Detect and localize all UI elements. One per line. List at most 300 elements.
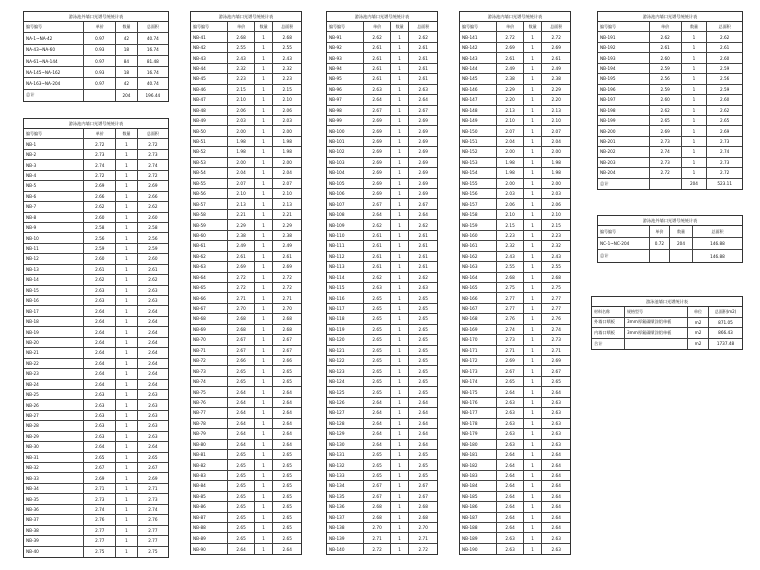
- column-header: 总面积: [417, 23, 430, 29]
- table-cell: 2.63: [551, 431, 561, 437]
- table-cell: NB-24: [24, 380, 84, 389]
- table-row: [327, 74, 437, 84]
- table-row: [598, 32, 742, 42]
- table-cell: NB-54: [191, 168, 228, 177]
- table-cell: 1: [116, 473, 138, 482]
- table-cell: 2.69: [497, 43, 523, 52]
- table-row: [460, 450, 570, 460]
- table-row: [24, 78, 168, 89]
- table-row: [460, 158, 570, 168]
- table-cell: 2.56: [720, 76, 730, 82]
- table-cell: 2.63: [148, 423, 158, 429]
- table-cell: 1.98: [228, 147, 254, 156]
- table-cell: 1: [255, 168, 274, 177]
- table-row: [327, 544, 437, 554]
- table-cell: NB-11: [24, 244, 84, 253]
- table-cell: 2.65: [364, 377, 390, 386]
- table-cell: NB-148: [460, 106, 497, 115]
- table-cell: 2.03: [228, 116, 254, 125]
- table-cell: 1: [116, 348, 138, 357]
- table-cell: 2.72: [497, 32, 523, 41]
- table-cell: NB-4: [24, 171, 84, 180]
- table-cell: NB-1: [24, 139, 84, 148]
- table-cell: NB-107: [327, 199, 364, 208]
- table-cell: 2.64: [497, 513, 523, 522]
- table-cell: 2.64: [497, 492, 523, 501]
- table-cell: 1: [391, 241, 410, 250]
- table-cell: 2.60: [148, 256, 158, 262]
- table-cell: NB-17: [24, 306, 84, 315]
- table-cell: 1: [391, 293, 410, 302]
- table-cell: NB-42: [191, 43, 228, 52]
- table-cell: NB-190: [460, 544, 497, 554]
- table-cell: NB-139: [327, 533, 364, 542]
- table-cell: 1: [116, 536, 138, 545]
- table-cell: 2.65: [148, 454, 158, 460]
- table-cell: 1: [116, 265, 138, 274]
- table-cell: NB-100: [327, 126, 364, 135]
- table-cell: 1: [255, 450, 274, 459]
- table-cell: 2.64: [418, 441, 428, 447]
- table-cell: 2.63: [84, 296, 116, 305]
- table-cell: 1: [255, 262, 274, 271]
- table-cell: 1: [391, 450, 410, 459]
- outer-panel-summary-table: [23, 11, 169, 102]
- table-cell: 1: [255, 64, 274, 73]
- table-cell: 1: [524, 85, 543, 94]
- table-cell: 2.76: [84, 515, 116, 524]
- table-cell: 2.23: [228, 74, 254, 83]
- column-header: 数量: [116, 22, 138, 32]
- table-cell: 18: [116, 45, 138, 55]
- table-cell: 1: [116, 526, 138, 535]
- table-cell: 1: [116, 442, 138, 451]
- table-cell: 1: [524, 43, 543, 52]
- table-cell: 2.66: [84, 192, 116, 201]
- table-cell: NB-120: [327, 335, 364, 344]
- table-cell: 204: [670, 238, 693, 249]
- table-cell: 2.72: [282, 274, 292, 280]
- table-cell: 2.00: [551, 180, 561, 186]
- table-cell: NB-76: [191, 398, 228, 407]
- table-cell: 1: [255, 116, 274, 125]
- table-cell: 2.69: [418, 149, 428, 155]
- table-row: [191, 356, 301, 366]
- table-cell: NB-9: [24, 223, 84, 232]
- table-cell: 40.74: [146, 81, 159, 87]
- table-cell: NB-166: [460, 293, 497, 302]
- table-cell: NB-193: [598, 53, 650, 62]
- table-cell: 1: [682, 168, 708, 177]
- table-cell: 2.70: [364, 523, 390, 532]
- table-row: [24, 265, 168, 275]
- table-cell: 1.98: [551, 170, 561, 176]
- table-cell: 2.63: [84, 411, 116, 420]
- table-row: [24, 442, 168, 452]
- table-row: [191, 471, 301, 481]
- table-cell: 2.68: [228, 325, 254, 334]
- table-row: [460, 74, 570, 84]
- table-cell: 1: [524, 64, 543, 73]
- table-cell: NB-77: [191, 408, 228, 417]
- table-row: [327, 283, 437, 293]
- table-row: [598, 106, 742, 116]
- table-row: [191, 419, 301, 429]
- table-cell: 2.63: [84, 390, 116, 399]
- table-cell: 2.68: [228, 314, 254, 323]
- table-cell: NB-184: [460, 481, 497, 490]
- table-cell: 2.64: [84, 317, 116, 326]
- table-row: [327, 262, 437, 272]
- table-cell: NB-196: [598, 85, 650, 94]
- table-row: [24, 421, 168, 431]
- table-cell: 2.72: [84, 171, 116, 180]
- table-cell: 1: [255, 419, 274, 428]
- table-cell: 81.48: [146, 58, 159, 64]
- table-cell: NB-67: [191, 304, 228, 313]
- table-cell: NB-38: [24, 526, 84, 535]
- table-cell: 2.65: [364, 346, 390, 355]
- table-cell: 2.64: [497, 481, 523, 490]
- table-cell: 2.64: [364, 408, 390, 417]
- table-cell: 1: [524, 199, 543, 208]
- table-cell: [670, 250, 693, 262]
- table-cell: 2.32: [497, 241, 523, 250]
- table-cell: NB-164: [460, 273, 497, 282]
- table-cell: 1: [255, 398, 274, 407]
- table-cell: NB-200: [598, 126, 650, 135]
- table-cell: 1: [682, 116, 708, 125]
- table-cell: NB-188: [460, 523, 497, 532]
- table-cell: NB-87: [191, 513, 228, 522]
- table-cell: 2.61: [497, 53, 523, 62]
- table-cell: NB-126: [327, 398, 364, 407]
- table-header-row: [327, 22, 437, 32]
- table-row: [598, 64, 742, 74]
- table-cell: 2.63: [148, 433, 158, 439]
- table-cell: 1: [524, 346, 543, 355]
- table-row: [598, 116, 742, 126]
- table-cell: 1: [116, 171, 138, 180]
- table-cell: 2.64: [84, 359, 116, 368]
- table-cell: 2.74: [650, 147, 682, 156]
- table-cell: 1.98: [282, 149, 292, 155]
- table-cell: 2.64: [551, 452, 561, 458]
- table-cell: 1: [255, 304, 274, 313]
- table-cell: 2.65: [282, 483, 292, 489]
- table-cell: 内墙口喷板: [592, 328, 625, 338]
- table-cell: 1: [255, 293, 274, 302]
- table-cell: NB-127: [327, 408, 364, 417]
- table-cell: NB-175: [460, 387, 497, 396]
- table-cell: 2.77: [84, 536, 116, 545]
- column-header: 总面积(m2): [714, 308, 737, 314]
- table-cell: NB-22: [24, 359, 84, 368]
- table-header-row: [460, 22, 570, 32]
- table-cell: 2.69: [551, 358, 561, 364]
- column-header: 数量: [682, 22, 708, 31]
- table-cell: 1: [255, 32, 274, 41]
- table-cell: 2.67: [282, 347, 292, 353]
- table-cell: 2.62: [418, 34, 428, 40]
- table-row: [327, 419, 437, 429]
- table-cell: 2.10: [497, 210, 523, 219]
- table-cell: NB-95: [327, 74, 364, 83]
- table-cell: 2.72: [84, 139, 116, 148]
- table-cell: 2.61: [364, 64, 390, 73]
- table-cell: NB-138: [327, 523, 364, 532]
- table-row: [460, 544, 570, 554]
- table-cell: 2.67: [418, 107, 428, 113]
- table-cell: 1: [391, 126, 410, 135]
- table-row: [24, 33, 168, 44]
- table-cell: 2.65: [282, 504, 292, 510]
- table-cell: 2.77: [551, 295, 561, 301]
- table-cell: 1: [391, 137, 410, 146]
- table-cell: 2.67: [148, 465, 158, 471]
- column-header: 数量: [524, 22, 543, 31]
- table-cell: 2.06: [551, 201, 561, 207]
- table-cell: NB-20: [24, 338, 84, 347]
- table-cell: NB-6: [24, 192, 84, 201]
- column-header: 单价: [497, 22, 523, 31]
- table-cell: 2.63: [551, 441, 561, 447]
- table-cell: NA-163~NA-204: [24, 78, 84, 88]
- table-row: [460, 220, 570, 230]
- table-cell: 1: [255, 513, 274, 522]
- table-cell: 2.71: [282, 295, 292, 301]
- table-title: 游泳池墙口光谱统计表: [592, 297, 742, 307]
- table-cell: 2.62: [364, 273, 390, 282]
- table-cell: NB-154: [460, 168, 497, 177]
- table-cell: 1: [524, 252, 543, 261]
- table-cell: 2.75: [551, 285, 561, 291]
- table-cell: 1: [391, 460, 410, 469]
- table-cell: 2.65: [364, 471, 390, 480]
- table-cell: 2.65: [364, 335, 390, 344]
- column-header: 数量: [391, 22, 410, 31]
- table-cell: NB-96: [327, 85, 364, 94]
- table-cell: NB-50: [191, 126, 228, 135]
- table-row: [191, 64, 301, 74]
- table-cell: 1: [391, 210, 410, 219]
- table-cell: NB-198: [598, 106, 650, 115]
- column-header: 规格型号: [625, 307, 688, 317]
- table-cell: 2.69: [418, 159, 428, 165]
- table-cell: 2.58: [148, 225, 158, 231]
- table-cell: 1.98: [551, 159, 561, 165]
- table-cell: 2.65: [418, 389, 428, 395]
- table-row: [24, 484, 168, 494]
- inner-panel-table-part-5: [597, 11, 743, 190]
- table-cell: 合计: [592, 339, 625, 350]
- table-cell: 2.00: [228, 126, 254, 135]
- column-header: 单价: [364, 22, 390, 31]
- table-cell: NB-167: [460, 304, 497, 313]
- table-cell: NB-7: [24, 202, 84, 211]
- table-cell: 2.68: [418, 504, 428, 510]
- table-cell: NB-74: [191, 377, 228, 386]
- table-cell: 2.65: [418, 295, 428, 301]
- table-cell: 1: [524, 314, 543, 323]
- table-cell: 2.64: [148, 329, 158, 335]
- table-cell: 2.63: [497, 398, 523, 407]
- table-cell: 1: [524, 32, 543, 41]
- table-cell: NB-179: [460, 429, 497, 438]
- table-cell: 2.68: [228, 32, 254, 41]
- table-cell: 1: [524, 116, 543, 125]
- table-cell: 2.74: [551, 326, 561, 332]
- table-cell: 1: [524, 231, 543, 240]
- table-cell: 2.69: [84, 181, 116, 190]
- table-cell: 1: [116, 515, 138, 524]
- table-cell: 2.73: [84, 150, 116, 159]
- table-cell: NB-155: [460, 179, 497, 188]
- table-cell: 2.64: [84, 348, 116, 357]
- table-row: [191, 158, 301, 168]
- table-cell: 2.61: [418, 76, 428, 82]
- table-cell: NB-5: [24, 181, 84, 190]
- table-cell: 1: [524, 168, 543, 177]
- table-cell: 2.65: [418, 379, 428, 385]
- table-row: [327, 314, 437, 324]
- table-cell: 871.05: [718, 319, 733, 325]
- table-cell: 2.56: [84, 233, 116, 242]
- table-cell: 2.69: [148, 183, 158, 189]
- table-cell: NB-30: [24, 442, 84, 451]
- table-cell: 1: [391, 314, 410, 323]
- table-row: [24, 390, 168, 400]
- table-cell: 2.65: [84, 453, 116, 462]
- table-cell: 2.43: [282, 55, 292, 61]
- table-row: [460, 356, 570, 366]
- table-cell: 2.63: [148, 413, 158, 419]
- table-cell: 1: [255, 335, 274, 344]
- table-cell: 2.61: [418, 232, 428, 238]
- table-row: [592, 328, 742, 339]
- table-row: [327, 85, 437, 95]
- table-cell: 1: [255, 346, 274, 355]
- table-cell: 1: [255, 533, 274, 542]
- table-cell: NB-191: [598, 32, 650, 41]
- table-cell: 1: [255, 220, 274, 229]
- table-cell: 1: [524, 147, 543, 156]
- table-cell: 2.67: [364, 492, 390, 501]
- table-cell: 2.74: [148, 162, 158, 168]
- table-row: [327, 126, 437, 136]
- table-cell: 2.32: [228, 64, 254, 73]
- table-cell: 1: [524, 460, 543, 469]
- table-row: [327, 168, 437, 178]
- table-cell: 2.69: [282, 264, 292, 270]
- table-cell: NB-19: [24, 327, 84, 336]
- table-cell: 2.72: [650, 168, 682, 177]
- table-cell: 1: [116, 359, 138, 368]
- table-cell: 1: [524, 366, 543, 375]
- table-cell: 1: [255, 325, 274, 334]
- table-cell: 2.68: [418, 514, 428, 520]
- table-cell: 0.93: [84, 67, 116, 77]
- table-cell: 2.21: [228, 210, 254, 219]
- table-cell: NB-66: [191, 293, 228, 302]
- table-row: [460, 168, 570, 178]
- table-cell: 1.98: [282, 139, 292, 145]
- table-cell: 2.64: [84, 380, 116, 389]
- table-cell: 2.65: [418, 462, 428, 468]
- table-row: [327, 429, 437, 439]
- table-cell: 2.65: [364, 325, 390, 334]
- table-cell: 2.56: [148, 235, 158, 241]
- table-row: [460, 43, 570, 53]
- column-header: 总面积: [146, 130, 159, 136]
- table-cell: 1.98: [228, 137, 254, 146]
- table-cell: 2.64: [364, 95, 390, 104]
- table-cell: NB-141: [460, 32, 497, 41]
- table-row: [191, 147, 301, 157]
- column-header: 单价: [650, 226, 670, 237]
- table-cell: 1: [391, 95, 410, 104]
- table-cell: 2.00: [497, 147, 523, 156]
- table-cell: NB-75: [191, 387, 228, 396]
- table-row: [191, 366, 301, 376]
- table-cell: 2.69: [364, 189, 390, 198]
- table-cell: 2.38: [497, 74, 523, 83]
- table-row: [460, 179, 570, 189]
- table-row: [191, 387, 301, 397]
- table-row: [598, 250, 742, 262]
- table-title: 游泳池内墙口光谱号统统计表: [191, 12, 301, 22]
- table-cell: 2.69: [418, 118, 428, 124]
- table-cell: 2.65: [551, 379, 561, 385]
- column-header: 总面积: [711, 228, 724, 234]
- table-cell: 1: [391, 106, 410, 115]
- table-cell: 1: [255, 460, 274, 469]
- table-row: [24, 526, 168, 536]
- table-cell: 2.68: [282, 326, 292, 332]
- table-cell: 2.29: [497, 85, 523, 94]
- table-cell: NB-178: [460, 419, 497, 428]
- table-cell: 2.65: [282, 473, 292, 479]
- table-cell: NB-131: [327, 450, 364, 459]
- table-cell: 2.10: [282, 191, 292, 197]
- table-row: [24, 139, 168, 149]
- column-header: 编号编号: [598, 226, 650, 237]
- table-row: [191, 116, 301, 126]
- table-cell: 1: [391, 408, 410, 417]
- table-cell: NB-118: [327, 314, 364, 323]
- table-row: [460, 377, 570, 387]
- table-cell: 1: [255, 106, 274, 115]
- table-cell: 2.43: [497, 252, 523, 261]
- table-cell: 2.62: [84, 202, 116, 211]
- table-cell: 2.73: [650, 137, 682, 146]
- table-cell: NB-15: [24, 286, 84, 295]
- table-cell: 2.64: [228, 429, 254, 438]
- table-cell: 1: [391, 429, 410, 438]
- table-cell: NB-3: [24, 160, 84, 169]
- table-cell: 42: [116, 78, 138, 88]
- table-cell: 2.29: [228, 220, 254, 229]
- table-cell: 1: [524, 523, 543, 532]
- table-cell: 2.64: [551, 389, 561, 395]
- table-cell: NB-195: [598, 74, 650, 83]
- table-cell: 1: [524, 387, 543, 396]
- table-row: [24, 536, 168, 546]
- table-cell: NB-134: [327, 481, 364, 490]
- table-cell: 1: [524, 408, 543, 417]
- table-row: [24, 244, 168, 254]
- table-cell: NB-135: [327, 492, 364, 501]
